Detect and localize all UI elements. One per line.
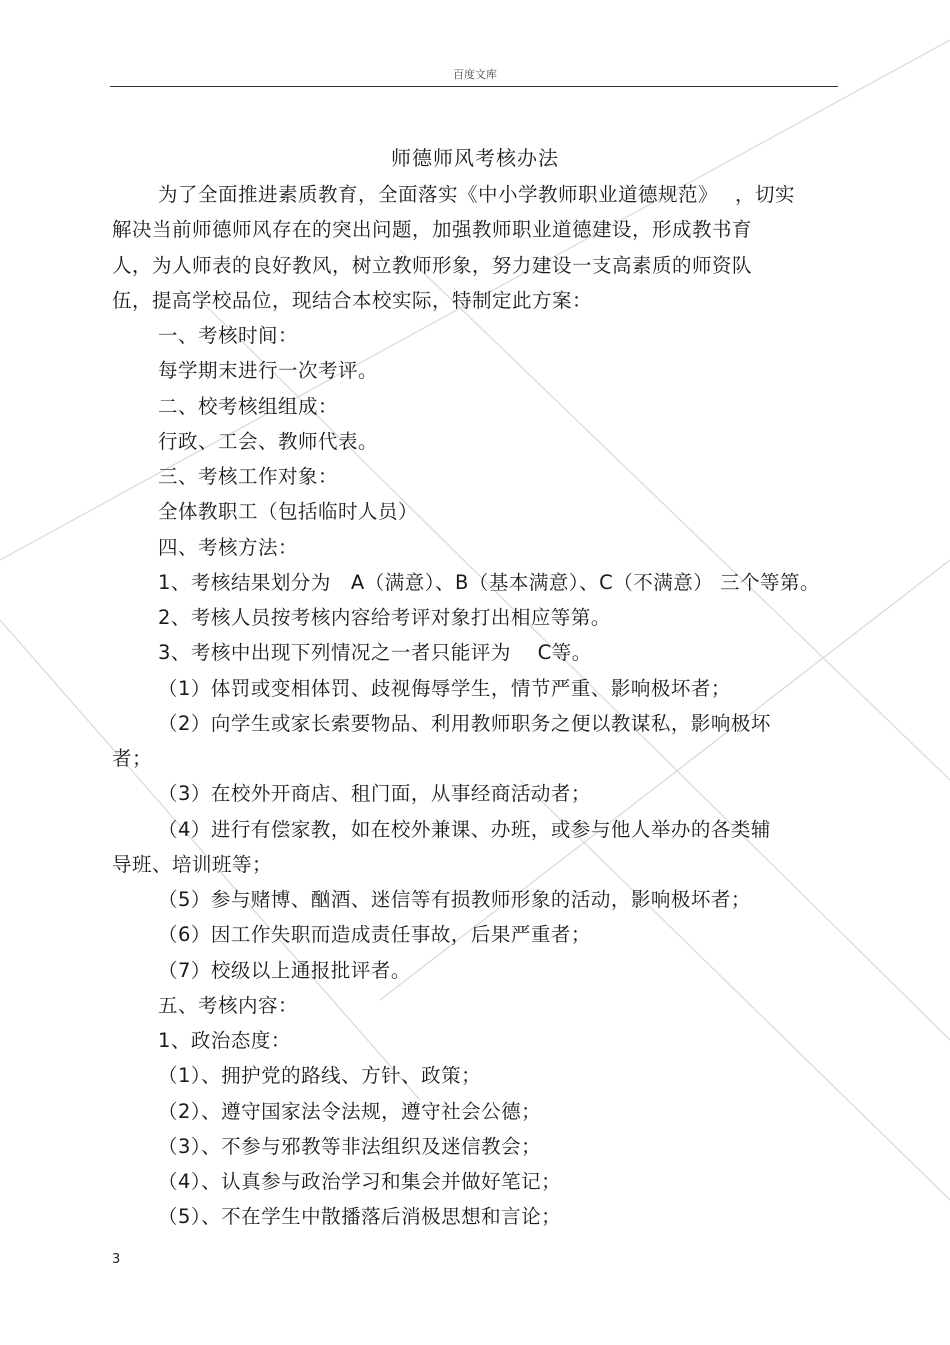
body-line: 伍，提高学校品位，现结合本校实际，特制定此方案：	[112, 289, 593, 312]
list-item: （7）校级以上通报批评者。	[158, 959, 411, 982]
subsection-heading: 1、政治态度：	[158, 1029, 291, 1052]
list-item: （2）向学生或家长索要物品、利用教师职务之便以教谋私，影响极坏	[158, 712, 771, 735]
list-item: 1、考核结果划分为 A（满意）、B（基本满意）、C（不满意） 三个等第。	[158, 571, 820, 594]
body-line: 者；	[112, 747, 153, 770]
list-item: （1）、拥护党的路线、方针、政策；	[158, 1064, 482, 1087]
list-item: （3）在校外开商店、租门面，从事经商活动者；	[158, 782, 591, 805]
list-item: （3）、不参与邪教等非法组织及迷信教会；	[158, 1135, 542, 1158]
list-item: 3、考核中出现下列情况之一者只能评为 C等。	[158, 641, 592, 664]
section-heading: 一、考核时间：	[158, 324, 299, 347]
page-number: 3	[112, 1252, 121, 1267]
list-item: 2、考核人员按考核内容给考评对象打出相应等第。	[158, 606, 611, 629]
body-line: 解决当前师德师风存在的突出问题，加强教师职业道德建设，形成教书育	[112, 218, 753, 241]
section-heading: 五、考核内容：	[158, 994, 299, 1017]
section-heading: 四、考核方法：	[158, 536, 299, 559]
list-item: （5）参与赌博、酗酒、迷信等有损教师形象的活动，影响极坏者；	[158, 888, 751, 911]
list-item: （4）、认真参与政治学习和集会并做好笔记；	[158, 1170, 562, 1193]
body-line: 导班、培训班等；	[112, 853, 273, 876]
header-divider	[110, 86, 838, 87]
section-heading: 三、考核工作对象：	[158, 465, 339, 488]
header-site-name: 百度文库	[453, 68, 497, 81]
body-line: 行政、工会、教师代表。	[158, 430, 379, 453]
list-item: （5）、不在学生中散播落后消极思想和言论；	[158, 1205, 562, 1228]
list-item: （4）进行有偿家教，如在校外兼课、办班，或参与他人举办的各类辅	[158, 818, 771, 841]
list-item: （6）因工作失职而造成责任事故，后果严重者；	[158, 923, 591, 946]
list-item: （2）、遵守国家法令法规，遵守社会公德；	[158, 1100, 542, 1123]
body-line: 每学期末进行一次考评。	[158, 359, 379, 382]
body-line: 为了全面推进素质教育，全面落实《中小学教师职业道德规范》 ，切实	[158, 183, 795, 206]
list-item: （1）体罚或变相体罚、歧视侮辱学生，情节严重、影响极坏者；	[158, 677, 731, 700]
body-line: 全体教职工（包括临时人员）	[158, 500, 419, 523]
body-line: 人，为人师表的良好教风，树立教师形象，努力建设一支高素质的师资队	[112, 254, 753, 277]
document-title: 师德师风考核办法	[391, 146, 559, 170]
section-heading: 二、校考核组组成：	[158, 395, 339, 418]
